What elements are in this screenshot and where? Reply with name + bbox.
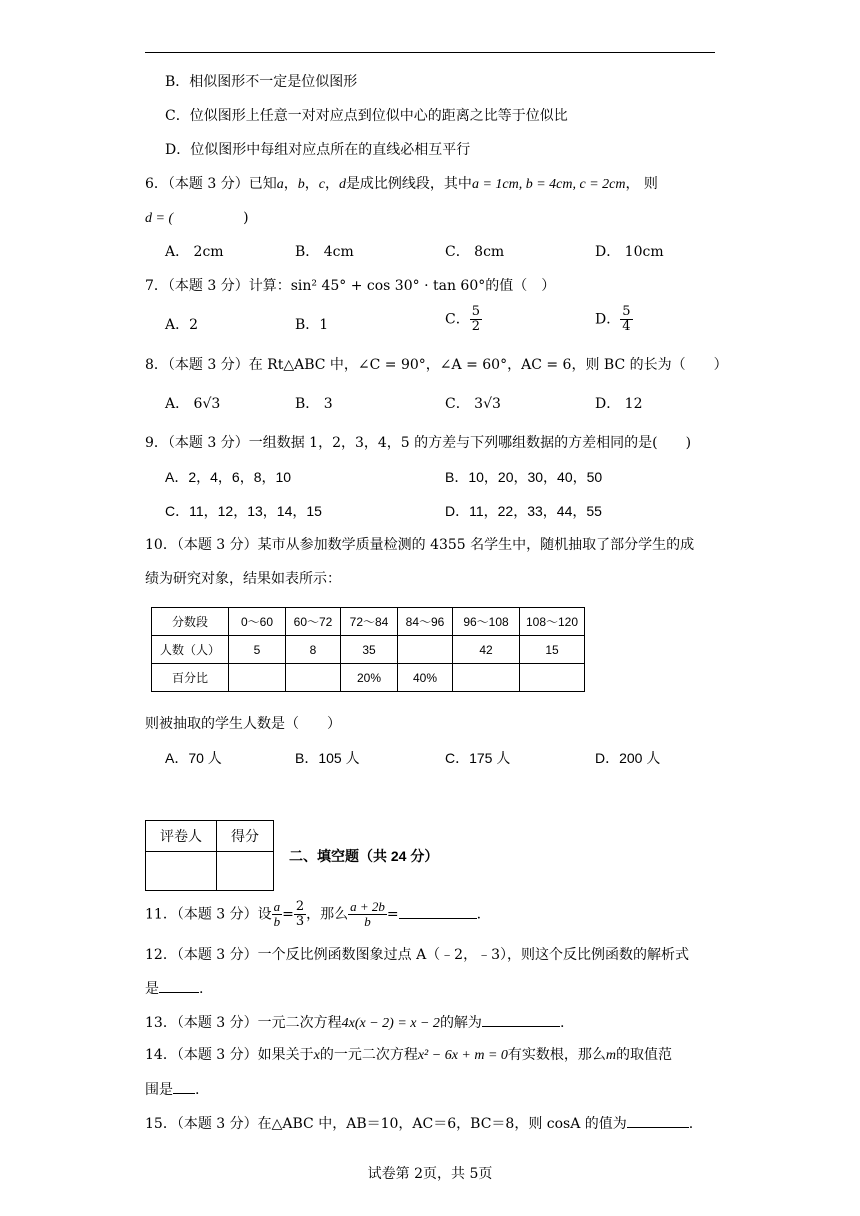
q7-option-d-den: 4 (622, 319, 631, 334)
q7-option-d-fraction (620, 305, 632, 334)
q10-option-d: D．200 人 (595, 750, 661, 766)
q12-stem-1: 12．（本题 3 分）一个反比例函数图象过点 A（﹣2，﹣3），则这个反比例函数的解析式 (145, 947, 689, 963)
q5-option-c: C．位似图形上任意一对对应点到位似中心的距离之比等于位似比 (165, 108, 568, 124)
table-row (146, 852, 274, 891)
q10-option-a: A．70 人 (165, 750, 222, 766)
q9-option-c: C．11，12，13，14，15 (165, 503, 322, 519)
q8-option-c: C． 3√3 (445, 396, 501, 412)
table-cell (398, 636, 453, 664)
q10-option-c: C．175 人 (445, 750, 511, 766)
q15-text: 15．（本题 3 分）在△ABC 中，AB＝10，AC＝6，BC＝8，则 cosA 的值为 (145, 1116, 627, 1132)
q11-f1-den: b (273, 914, 281, 929)
q8-option-d: D． 12 (595, 396, 643, 412)
q9-option-b: B．10，20，30，40，50 (445, 469, 603, 485)
q11-answer-blank[interactable] (399, 904, 477, 919)
q7-option-c (445, 305, 482, 334)
table-cell: 84～96 (398, 608, 453, 636)
q14-mid: 的一元二次方程 (319, 1047, 418, 1063)
table-cell: 35 (341, 636, 398, 664)
table-cell: 42 (453, 636, 520, 664)
q10-stem-1: 10．（本题 3 分）某市从参加数学质量检测的 4355 名学生中，随机抽取了部分学生的成 (145, 537, 695, 553)
table-cell: 8 (286, 636, 341, 664)
q6-option-c: C． 8cm (445, 244, 505, 260)
q11-f2-den: 3 (295, 914, 305, 929)
q14-answer-blank[interactable] (173, 1079, 195, 1094)
q6-stem-2 (145, 208, 249, 229)
q7-option-c-den: 2 (471, 319, 480, 334)
table-cell: 15 (520, 636, 585, 664)
q11-f3-num: a + 2b (350, 899, 385, 914)
grader-table (145, 820, 274, 891)
q7-expr: sin² 45° + cos 30° · tan 60° (290, 278, 486, 294)
table-cell: 60～72 (286, 608, 341, 636)
q6-line2: d = ( (145, 211, 174, 226)
q11-end: . (476, 906, 482, 923)
page-footer: 试卷第 2页，共 5页 (367, 1166, 493, 1182)
q11-f2-num: 2 (295, 899, 305, 914)
q6-option-d: D． 10cm (595, 244, 664, 260)
q11-f3-den: b (364, 914, 371, 929)
q6-var-b: b (297, 177, 305, 192)
q11-fraction-23 (294, 900, 306, 929)
q7-tail: 的值（ ） (485, 278, 556, 294)
q11-fraction-expr (348, 900, 387, 929)
q6-prefix: 6．（本题 3 分）已知 (145, 176, 277, 192)
q15-stem (145, 1113, 693, 1134)
q7-option-a: A．2 (165, 317, 199, 333)
table-cell: 72～84 (341, 608, 398, 636)
q7-option-b: B．1 (295, 317, 329, 333)
q10-option-b: B．105 人 (295, 750, 360, 766)
q6-var-c: c (318, 177, 325, 192)
table-row (152, 608, 585, 636)
q12-end: . (199, 981, 204, 997)
q5-option-d: D．位似图形中每组对应点所在的直线必相互平行 (165, 142, 471, 158)
q7-option-c-label: C． (445, 311, 470, 328)
q11-prefix: 11．（本题 3 分）设 (145, 906, 272, 923)
q7-option-d (595, 305, 633, 334)
q14-var-x: x (313, 1048, 320, 1063)
section-title: 二、填空题（共 24 分） (289, 848, 439, 864)
q12-answer-blank[interactable] (159, 978, 199, 993)
table-cell: 40% (398, 664, 453, 692)
q6-sep-2: ， (304, 176, 319, 192)
q11-f1-num: a (273, 899, 281, 914)
q6-tail: ， 则 (625, 176, 658, 192)
q6-var-a: a (276, 177, 284, 192)
table-cell: 0～60 (229, 608, 286, 636)
q14-prefix: 14．（本题 3 分）如果关于 (145, 1047, 314, 1063)
table-cell (520, 664, 585, 692)
table-cell: 人数（人） (152, 636, 229, 664)
q13-stem (145, 1012, 564, 1034)
table-row (152, 636, 585, 664)
q11-fraction-ab (272, 900, 283, 929)
q13-expr: 4x(x − 2) = x − 2 (341, 1016, 440, 1031)
q6-sep-1: ， (283, 176, 298, 192)
q11-eq-2: = (386, 906, 399, 923)
q8-option-a: A． 6√3 (165, 396, 221, 412)
q12-line2: 是 (145, 981, 159, 997)
q10-question: 则被抽取的学生人数是（ ） (145, 715, 341, 731)
q9-stem: 9．（本题 3 分）一组数据 1，2，3，4，5 的方差与下列哪组数据的方差相同的是( ) (145, 435, 692, 451)
q6-sep-3: ， (324, 176, 339, 192)
q14-expr: x² − 6x + m = 0 (417, 1048, 508, 1063)
q7-option-d-label: D． (595, 311, 621, 328)
q14-stem-1 (145, 1045, 672, 1066)
q14-line2: 围是 (145, 1082, 173, 1098)
q10-stem-2: 绩为研究对象，结果如表所示： (145, 571, 341, 587)
q6-mid: 是成比例线段，其中 (345, 176, 472, 192)
q8-option-b: B． 3 (295, 396, 333, 412)
q12-stem-2 (145, 978, 203, 999)
score-cell (217, 852, 274, 891)
table-row (152, 664, 585, 692)
q13-answer-blank[interactable] (482, 1012, 560, 1027)
table-cell (229, 664, 286, 692)
q7-option-c-num: 5 (471, 304, 480, 319)
table-row (146, 821, 274, 852)
q11-eq: = (282, 906, 294, 923)
header-rule (145, 52, 715, 53)
q13-mid: 的解为 (439, 1015, 482, 1031)
q6-given: a = 1cm, b = 4cm, c = 2cm (471, 177, 626, 192)
table-cell (286, 664, 341, 692)
q7-option-c-fraction (470, 305, 482, 334)
q14-end: . (195, 1082, 200, 1098)
q14-mid2: 有实数根，那么 (507, 1047, 606, 1063)
q7-stem (145, 276, 555, 296)
table-cell: 5 (229, 636, 286, 664)
table-cell (453, 664, 520, 692)
score-label: 得分 (217, 821, 274, 852)
table-cell: 96～108 (453, 608, 520, 636)
q9-option-d: D．11，22，33，44，55 (445, 503, 602, 519)
grader-cell (146, 852, 217, 891)
q7-option-d-num: 5 (622, 304, 631, 319)
q14-tail: 的取值范 (616, 1047, 673, 1063)
q13-prefix: 13．（本题 3 分）一元二次方程 (145, 1015, 342, 1031)
q6-option-a: A． 2cm (165, 244, 224, 260)
q6-option-b: B． 4cm (295, 244, 354, 260)
q14-var-m: m (605, 1048, 617, 1063)
table-cell: 百分比 (152, 664, 229, 692)
q7-prefix: 7．（本题 3 分）计算： (145, 278, 291, 294)
q14-stem-2 (145, 1079, 199, 1100)
grader-label: 评卷人 (146, 821, 217, 852)
q6-close: ) (243, 210, 249, 226)
q13-end: . (559, 1015, 565, 1031)
q6-stem (145, 174, 658, 195)
q11-stem (145, 900, 481, 929)
q15-end: . (688, 1116, 694, 1132)
q11-mid: ，那么 (306, 906, 349, 923)
q9-option-a: A．2，4，6，8，10 (165, 469, 292, 485)
q15-answer-blank[interactable] (627, 1113, 689, 1128)
table-cell: 分数段 (152, 608, 229, 636)
score-table (151, 607, 585, 692)
table-cell: 108～120 (520, 608, 585, 636)
q5-option-b: B．相似图形不一定是位似图形 (165, 74, 358, 90)
table-cell: 20% (341, 664, 398, 692)
q8-stem: 8．（本题 3 分）在 Rt△ABC 中，∠C = 90°，∠A = 60°，AC = 6，则 BC 的长为（ ） (145, 357, 728, 373)
q6-var-d: d (338, 177, 346, 192)
